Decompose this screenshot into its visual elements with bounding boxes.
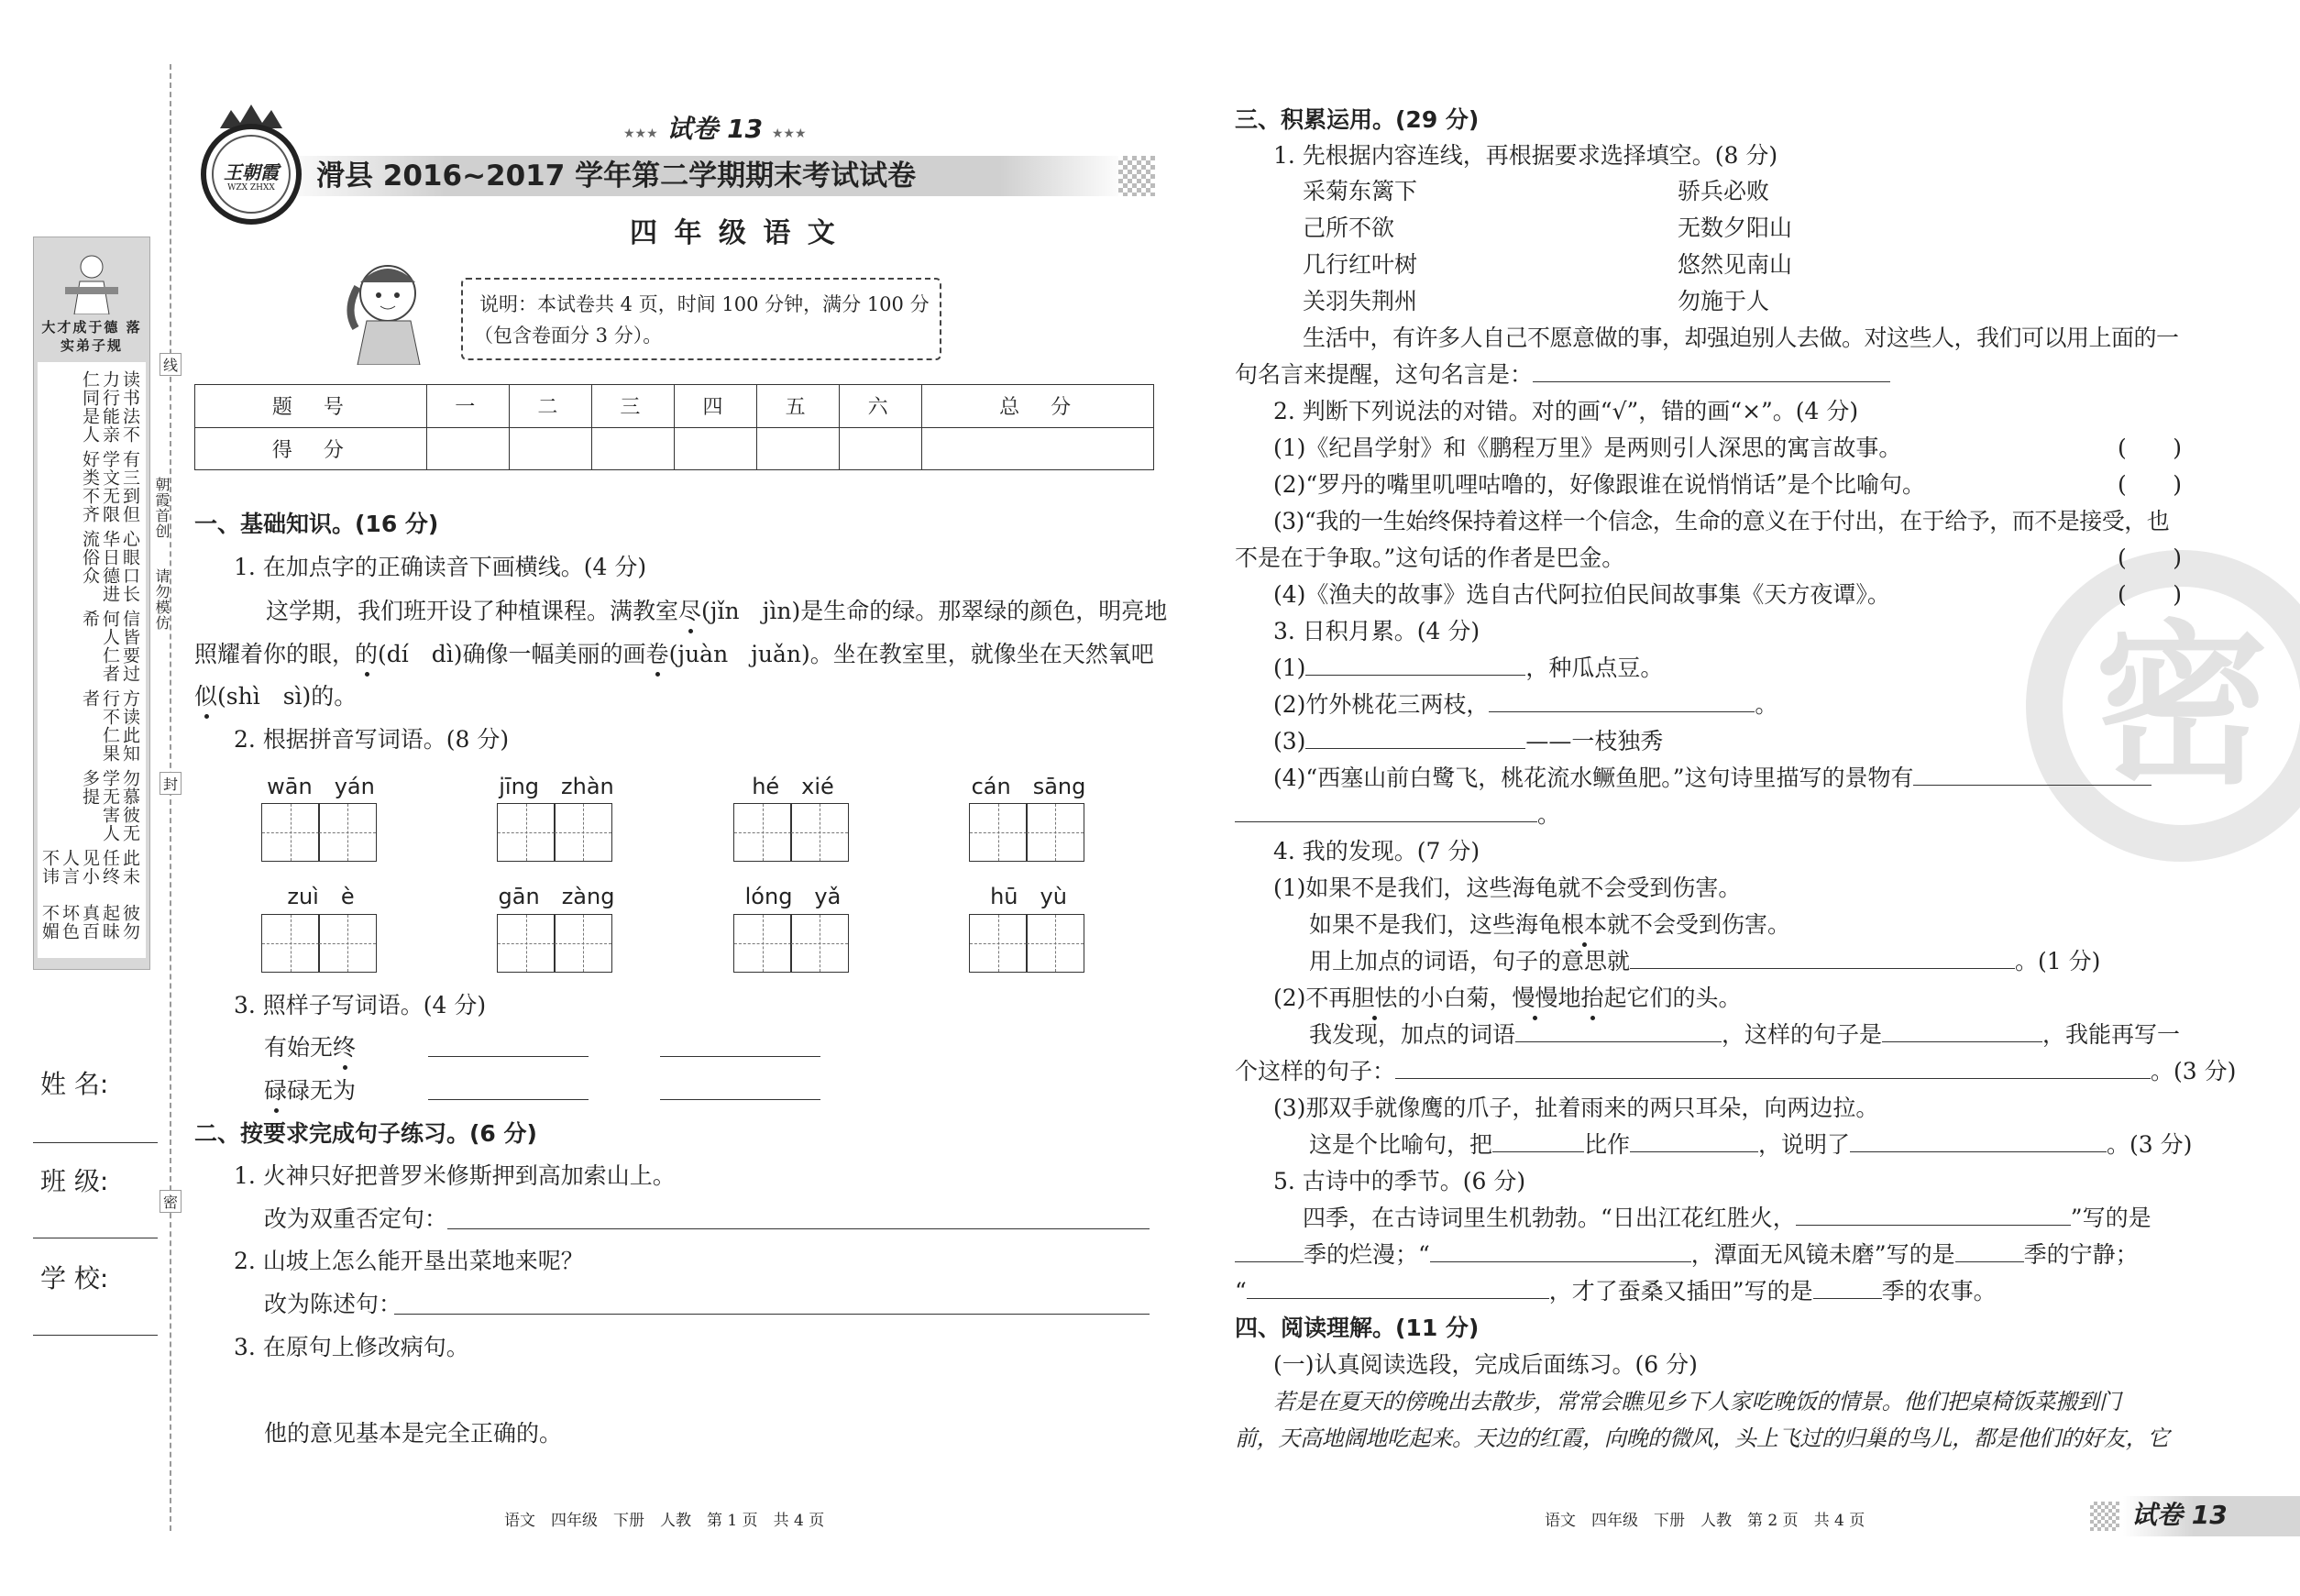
s2-q3-sentence[interactable]: 他的意见基本是完全正确的。 [264, 1420, 563, 1447]
score-value-row [195, 427, 1154, 470]
star-decor-right: ★★★ [771, 127, 807, 141]
poem-line-3: “ ，才了蚕桑又插田”写的是 季的农事。 [1235, 1278, 1997, 1304]
score-table [194, 384, 1154, 470]
motto-panel [33, 237, 150, 970]
match-right-1: 骄兵必败 [1678, 178, 1770, 204]
score-cell-5[interactable] [757, 427, 840, 470]
reading-passage-2: 前，天高地阔地吃起来。天边的红霞，向晚的微风，头上飞过的归巢的鸟儿，都是他们的好友，它 [1235, 1425, 2170, 1451]
motto-answer-blank[interactable] [1533, 361, 1890, 382]
recite-2-blank[interactable] [1489, 691, 1755, 712]
writing-grid-3[interactable] [733, 803, 849, 862]
section-3-heading: 三、积累运用。(29 分) [1235, 106, 1480, 133]
motto-8: 彼勿起昧真百坏色不媚 [39, 904, 140, 941]
instructions-line1: 说明：本试卷共 4 页，时间 100 分钟，满分 100 分 [479, 293, 930, 315]
score-header-total: 总 分 [922, 385, 1154, 428]
motto-2: 有三到但学文无限好类不齐 [80, 450, 140, 523]
q2-prompt: 2. 根据拼音写词语。(8 分) [234, 726, 510, 753]
instructions-box [461, 278, 941, 360]
discover-1: (1)如果不是我们，这些海龟就不会受到伤害。 [1273, 875, 1742, 901]
corner-checker [2090, 1502, 2119, 1531]
reading-1-prompt: (一)认真阅读选段，完成后面练习。(6 分) [1273, 1351, 1698, 1378]
banner-checker [1118, 156, 1155, 196]
recite-4: (4)“西塞山前白鹭飞，桃花流水鳜鱼肥。”这句诗里描写的景物有 [1273, 763, 2151, 794]
discover-3-blank-c[interactable] [1850, 1131, 2107, 1152]
judge-1: (1)《纪昌学射》和《鹏程万里》是两则引人深思的寓言故事。 [1273, 435, 1902, 461]
section-4-heading: 四、阅读理解。(11 分) [1235, 1315, 1480, 1341]
pinyin-1: wān yán [267, 774, 375, 799]
judge-3-box[interactable]: ( ) [2118, 545, 2182, 571]
match-left-3: 几行红叶树 [1303, 251, 1418, 278]
right-footer: 语文 四年级 下册 人教 第 2 页 共 4 页 [1545, 1512, 1865, 1530]
instructions-line2: （包含卷面分 3 分）。 [474, 325, 663, 347]
poem-blank-1[interactable] [1796, 1205, 2071, 1226]
r-q1-text-2: 句名言来提醒，这句名言是： [1235, 359, 1890, 391]
score-cell-1[interactable] [426, 427, 509, 470]
score-header-label: 题 号 [195, 385, 427, 428]
q1-passage-line2: 照耀着你的眼，的(dí dì)确像一幅美丽的画卷(juàn juǎn)。坐在教室里，就像坐在天然氧吧 [194, 639, 1154, 670]
writing-grid-4[interactable] [969, 803, 1084, 862]
score-header-2: 二 [509, 385, 591, 428]
match-left-1: 采菊东篱下 [1303, 178, 1418, 204]
pinyin-2: jīng zhàn [499, 774, 614, 799]
discover-2-blank-b[interactable] [1882, 1021, 2042, 1042]
pinyin-4: cán sāng [971, 774, 1086, 799]
series-label: ★★★ 试卷 13 ★★★ [623, 114, 807, 144]
score-header-6: 六 [840, 385, 922, 428]
s2-q3-prompt: 3. 在原句上修改病句。 [234, 1334, 469, 1360]
discover-1b: 如果不是我们，这些海龟根本就不会受到伤害。 [1309, 909, 1790, 941]
recite-3-blank[interactable] [1305, 728, 1525, 749]
score-value-label: 得 分 [195, 427, 427, 470]
poem-season-2[interactable] [1955, 1241, 2024, 1262]
s2-q2-prompt: 2. 山坡上怎么能开垦出菜地来呢？ [234, 1248, 584, 1274]
seal-char: 密 [2094, 603, 2269, 808]
q3-example-1: 有始无终 [264, 1032, 356, 1063]
recite-4-cont: 。 [1235, 799, 1560, 831]
name-input[interactable] [33, 1142, 158, 1143]
recite-1: (1) ，种瓜点豆。 [1273, 655, 1664, 681]
score-header-1: 一 [426, 385, 509, 428]
brand-logo-text: 王朝霞 [224, 161, 279, 183]
school-input[interactable] [33, 1335, 158, 1336]
r-q2-prompt: 2. 判断下列说法的对错。对的画“√”，错的画“×”。(4 分) [1273, 398, 1859, 424]
side-note-1: 朝霞首创 [153, 477, 171, 539]
match-right-3: 悠然见南山 [1678, 251, 1793, 278]
r-q1-prompt: 1. 先根据内容连线，再根据要求选择填空。(8 分) [1273, 142, 1778, 169]
s2-q2-answer-line[interactable] [394, 1314, 1150, 1315]
scholar-illustration [61, 250, 122, 314]
judge-4: (4)《渔夫的故事》选自古代阿拉伯民间故事集《天方夜谭》。 [1273, 581, 1890, 608]
poem-line-2: 季的烂漫；“ ，潭面无风镜未磨”写的是 季的宁静； [1235, 1239, 2139, 1271]
judge-2: (2)“罗丹的嘴里叽哩咕噜的，好像跟谁在说悄悄话”是个比喻句。 [1273, 471, 1925, 498]
q3-prompt: 3. 照样子写词语。(4 分) [234, 992, 487, 1018]
side-note-2: 请勿模仿 [153, 568, 171, 631]
writing-grid-8[interactable] [969, 914, 1084, 973]
judge-2-box[interactable]: ( ) [2118, 471, 2182, 498]
match-right-2: 无数夕阳山 [1678, 215, 1793, 241]
discover-2c: 个这样的句子： 。(3 分) [1235, 1058, 2237, 1084]
binding-line [170, 64, 171, 1531]
score-cell-2[interactable] [509, 427, 591, 470]
score-cell-total[interactable] [922, 427, 1154, 470]
discover-3: (3)那双手就像鹰的爪子，扯着雨来的两只耳朵，向两边拉。 [1273, 1095, 1879, 1121]
r-q3-prompt: 3. 日积月累。(4 分) [1273, 618, 1480, 644]
brand-logo-sub: WZX ZHXX [227, 183, 275, 193]
writing-grid-5[interactable] [261, 914, 377, 973]
writing-grid-6[interactable] [497, 914, 612, 973]
subject-title: 四 年 级 语 文 [630, 217, 839, 249]
writing-grid-2[interactable] [497, 803, 612, 862]
discover-1-blank[interactable] [1630, 948, 2015, 969]
pinyin-5: zuì è [287, 884, 355, 909]
q3-blank-2a[interactable] [428, 1099, 589, 1100]
reading-passage-1: 若是在夏天的傍晚出去散步，常常会瞧见乡下人家吃晚饭的情景。他们把桌椅饭菜搬到门 [1273, 1389, 2121, 1414]
score-header-3: 三 [591, 385, 674, 428]
motto-3: 心眼口长华日德进流俗众 [80, 530, 140, 603]
section-2-heading: 二、按要求完成句子练习。(6 分) [194, 1120, 537, 1147]
r-q1-text-1: 生活中，有许多人自己不愿意做的事，却强迫别人去做。对这些人，我们可以用上面的一 [1303, 325, 2179, 351]
motto-title: 大才成于德 落实弟子规 [41, 319, 142, 354]
motto-5: 方读此知行不仁果者 [80, 689, 140, 763]
poem-line-1: 四季，在古诗词里生机勃勃。“日出江花红胜火， ”写的是 [1303, 1205, 2151, 1231]
discover-2-blank-a[interactable] [1515, 1021, 1722, 1042]
judge-1-box[interactable]: ( ) [2118, 435, 2182, 461]
q3-example-2: 碌碌无为 [264, 1075, 356, 1106]
cut-mark-mi: 密 [160, 1190, 182, 1213]
score-cell-4[interactable] [674, 427, 756, 470]
pinyin-3: hé xié [752, 774, 834, 799]
score-header-4: 四 [674, 385, 756, 428]
q1-passage-line1: 这学期，我们班开设了种植课程。满教室尽(jǐn jìn)是生命的绿。那翠绿的颜色，明亮地 [266, 596, 1167, 627]
exam-title: 滑县 2016~2017 学年第二学期期末考试试卷 [316, 160, 917, 193]
r-q5-prompt: 5. 古诗中的季节。(6 分) [1273, 1168, 1526, 1194]
score-cell-6[interactable] [840, 427, 922, 470]
motto-1: 读书法不力行能亲仁同是人 [80, 370, 140, 444]
s2-q2-answer-label: 改为陈述句： [264, 1291, 402, 1317]
match-left-4: 关羽失荆州 [1303, 288, 1418, 314]
recite-1-blank[interactable] [1305, 655, 1525, 676]
motto-6: 勿慕彼无学无害人多提 [80, 769, 140, 842]
left-footer: 语文 四年级 下册 人教 第 1 页 共 4 页 [504, 1512, 825, 1530]
recite-4-blank-b[interactable] [1235, 801, 1537, 822]
discover-2: (2)不再胆怯的小白菊，慢慢地抬起它们的头。 [1273, 983, 1742, 1014]
s2-q1-answer-line[interactable] [447, 1228, 1150, 1229]
recite-2: (2)竹外桃花三两枝， 。 [1273, 691, 1778, 718]
discover-3-blank-a[interactable] [1492, 1131, 1584, 1152]
discover-2b: 我发现，加点的词语 ，这样的句子是 ，我能再写一 [1309, 1021, 2181, 1048]
recite-3: (3) ——一枝独秀 [1273, 728, 1664, 754]
poem-season-3[interactable] [1813, 1278, 1882, 1299]
girl-mascot [337, 255, 438, 365]
q1-passage-line3: 似(shì sì)的。 [194, 681, 357, 712]
q3-blank-1a[interactable] [428, 1056, 589, 1057]
pinyin-8: hū yù [990, 884, 1067, 909]
class-label: 班 级: [40, 1166, 109, 1196]
cut-mark-feng: 封 [160, 772, 182, 795]
brand-logo [194, 101, 308, 227]
pinyin-6: gān zàng [498, 884, 615, 909]
s2-q1-prompt: 1. 火神只好把普罗米修斯押到高加索山上。 [234, 1162, 676, 1189]
score-header-row [195, 385, 1154, 428]
star-decor-left: ★★★ [623, 127, 658, 141]
judge-3-line1: (3)“我的一生始终保持着这样一个信念，生命的意义在于付出，在于给予，而不是接受，也 [1273, 508, 2170, 534]
discover-1c: 用上加点的词语，句子的意思就 。(1 分) [1309, 948, 2101, 974]
section-1-heading: 一、基础知识。(16 分) [194, 511, 439, 537]
poem-blank-2[interactable] [1430, 1241, 1691, 1262]
school-label: 学 校: [40, 1263, 109, 1293]
cut-mark-xian: 线 [160, 353, 182, 376]
match-right-4: 勿施于人 [1678, 288, 1770, 314]
score-cell-3[interactable] [591, 427, 674, 470]
r-q4-prompt: 4. 我的发现。(7 分) [1273, 838, 1480, 864]
motto-4: 信皆要过何人仁者希 [80, 610, 140, 683]
poem-season-1[interactable] [1235, 1241, 1304, 1262]
match-left-2: 己所不欲 [1303, 215, 1395, 241]
writing-grid-7[interactable] [733, 914, 849, 973]
corner-label: 试卷 13 [2131, 1500, 2228, 1530]
pinyin-7: lóng yǎ [744, 884, 842, 909]
recite-4-blank-a[interactable] [1913, 765, 2151, 786]
discover-3-blank-b[interactable] [1630, 1131, 1758, 1152]
discover-2-blank-c[interactable] [1395, 1058, 2151, 1079]
judge-4-box[interactable]: ( ) [2118, 581, 2182, 608]
q1-prompt: 1. 在加点字的正确读音下画横线。(4 分) [234, 554, 647, 580]
q3-blank-1b[interactable] [660, 1056, 820, 1057]
s2-q1-answer-label: 改为双重否定句： [264, 1205, 448, 1232]
q3-blank-2b[interactable] [660, 1099, 820, 1100]
judge-3-line2: 不是在于争取。”这句话的作者是巴金。 [1235, 545, 1625, 571]
writing-grid-1[interactable] [261, 803, 377, 862]
motto-7: 此未任终见小人言不讳 [39, 849, 140, 886]
score-header-5: 五 [757, 385, 840, 428]
name-label: 姓 名: [40, 1069, 109, 1099]
poem-blank-3[interactable] [1247, 1278, 1549, 1299]
discover-3b: 这是个比喻句，把 比作 ，说明了 。(3 分) [1309, 1131, 2193, 1158]
